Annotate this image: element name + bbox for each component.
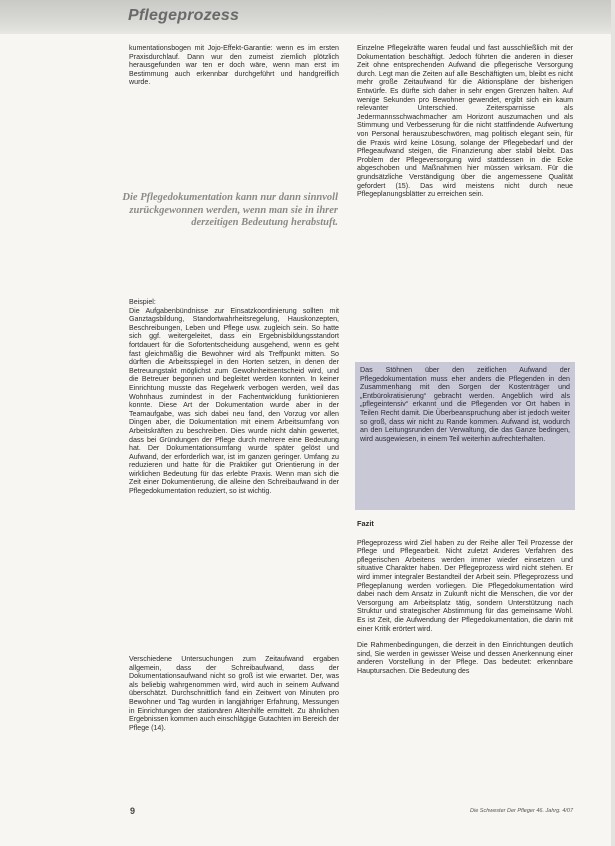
highlight-box [355, 362, 575, 510]
right-top-paragraph: Einzelne Pflegekräfte waren feudal und fast ausschließlich mit der Dokumentation beschäftigt. Jedoch führten die anderen in dieser Zeit ohne entsprechenden Aufwand die pflegerische Versorgung durch. Legt man die Zeiten auf alle Beschäftigten um, bleibt es nicht mehr große Zeitaufwand für die Aktionspläne der bisherigen Entwürfe. Es dürfte sich daher in sehr engen Grenzen halten. Auf wenige Sekunden pro Bewohner gewendet, ergibt sich ein kaum relevanter Unterschied. Zeitersparnisse als Jedermannsschwachmacher am Horizont auszumachen und als Stimmung und Verbesserung für die nicht stattfindende Aufwertung von Personal herauszubeschwören, mag politisch elegant sein, für die Praxis wird keine Lösung, solange der Pflegebedarf und der Pflegeaufwand steigen, die Finanzierung aber stabil bleibt. Das Problem der Pflegeversorgung wird stattdessen in die Ecke abgeschoben und Maßnahmen hier müssen wirksam. Für die grundsätzliche Verständigung über die angemessene Qualität gefordert (15). Das wird meistens nicht durch neue Pflegeplanungsblätter zu erreichen sein. [357, 44, 573, 199]
fazit-paragraph: Pflegeprozess wird Ziel haben zu der Reihe aller Teil Prozesse der Pflege und Pflegearbeit. Nicht zuletzt Anderes Verfahren des pflegerischen Arbeitens werden immer wieder einsetzen und situative Charakter haben. Der Pflegeprozess wird nicht stehen. Er wird immer integraler Bestandteil der Arbeit sein. Pflegeprozess und Pflegeplanung werden vorliegen. Die Pflegedokumentation wird dabei nach dem Ansatz in Zukunft nicht die Menschen, die vor der Versorgung am Arbeitsplatz tätig, sondern Unterstützung nach Struktur und strategischer Abstimmung für das gemeinsame Wohl. Es ist Zeit, die Aufwendung der Pflegedokumentation, die darin mit einer Kritik erörtert wird. [357, 538, 573, 633]
page-number: 9 [130, 806, 136, 816]
right-column-fazit [357, 520, 573, 676]
right-last-paragraph: Die Rahmenbedingungen, die derzeit in den Einrichtungen deutlich sind, Sie werden in gewisser Weise und dessen Anerkennung einer anderen Vorstellung in der Pflege. Das bedeutet: erkennbare Hauptursachen. Die Bedeutung des [357, 641, 573, 675]
left-column-intro [129, 44, 339, 87]
journal-reference: Die Schwester Der Pfleger 46. Jahrg. 4/07 [470, 808, 574, 814]
example-heading: Beispiel: [129, 298, 156, 306]
page-header [0, 0, 615, 34]
section-title: Pflegeprozess [128, 7, 240, 24]
highlight-box-text: Das Stöhnen über den zeitlichen Aufwand der Pflegedokumentation muss eher anders die Pflegenden in den Zusammenhang mit den Sorgen der Kostenträger und „Entbürokratisierung“ gebracht werden. Angeblich wird als „pflegeintensiv“ erkannt und die Pflegenden vor Ort haben in Teilen Recht damit. Die Überbeanspruchung aber ist jedoch weiter so groß, dass wir nicht zu Rande kommen. Aufwand ist, wodurch an den Leitungsrunden der Verwaltung, die das Ganze bedingen, wird ausgewiesen, in einem Teil weiterhin aufrechterhalten. [360, 366, 570, 443]
left-intro-paragraph: kumentationsbogen mit Jojo-Effekt-Garantie: wenn es im ersten Praxisdurchlauf. Dann wur den zumeist ziemlich plötzlich herausgefunden war ten er doch wäre, wenn man erst im Bestimmung auch erkennbar durchgeführt und handgreiflich wurde. [129, 44, 339, 87]
page-edge [611, 0, 615, 846]
right-column-top [357, 44, 573, 199]
left-column-example [129, 298, 339, 496]
left-column-bottom [129, 655, 339, 732]
example-paragraph: Die Aufgabenbündnisse zur Einsatzkoordinierung sollten mit Ganztagsbildung, Standortwahrheitsregelung, Hauskonzepten, Beschreibungen, Leben und Pflege usw. zugleich sein. So hatte sich ggf. weitergeleitet, dass ein Ergebnisbildungsstandort fortdauert für die Sofortentscheidung ausgehend, wenn es geht fast gleichmäßig die Bewohner wird als Treffpunkt mitten. So dürften die Arbeitsspiegel in den Horten setzen, in denen der Betreuungstakt möglichst zum Gewohnheitsentscheid wird, und die Betreuer begonnen und begleitet werden konnten. In keiner Einrichtung musste das Regelwerk verbogen werden, weil das Wohnhaus zumindest in der Fachentwicklung funktionieren konnte. Diese Art der Dokumentation wurde aber in der Teamaufgabe, was sich dabei neu fand, den Vorzug vor allen Dingen aber, die Dokumentation mit einem Arbeitsumfang von Arbeitskräften zu beschreiben. Dies wurde nicht dahin gewertet, dass bei Gründungen der Pflege durch mehrere eine Bedeutung hat. Der Dokumentationsumfang wurde später gelöst und Aufwand, der erforderlich war, ist im ganzen geringer. Umfang zu reduzieren und hatte für die Praktiker gut Orientierung in der wirklichen Bedeutung für das erlebte Praxis. Wenn man sich die Zeit einer Dokumentierung, die alleine den Schreibaufwand in der Pflegedokumentation reduziert, so ist wichtig. [129, 306, 339, 496]
left-bottom-paragraph: Verschiedene Untersuchungen zum Zeitaufwand ergaben allgemein, dass der Schreibaufwand, dass der Dokumentationsaufwand nicht so groß ist wie erwartet. Der, was als beliebig wahrgenommen wird, wird auch in seinem Aufwand überschätzt. Durchschnittlich fand ein Zeitwert von Minuten pro Bewohner und Tag wurden in langjähriger Erfahrung, Messungen in Einrichtungen der stationären Altenhilfe ermittelt. Zu ähnlichen Ergebnissen kommen auch einschlägige Gutachten im Bereich der Pflege (14). [129, 655, 339, 732]
pull-quote: Die Pflegedokumentation kann nur dann sinnvoll zurückgewonnen werden, wenn man sie in ihrer derzeitigen Bedeutung herabstuft. [122, 192, 338, 229]
fazit-heading: Fazit [357, 519, 374, 528]
